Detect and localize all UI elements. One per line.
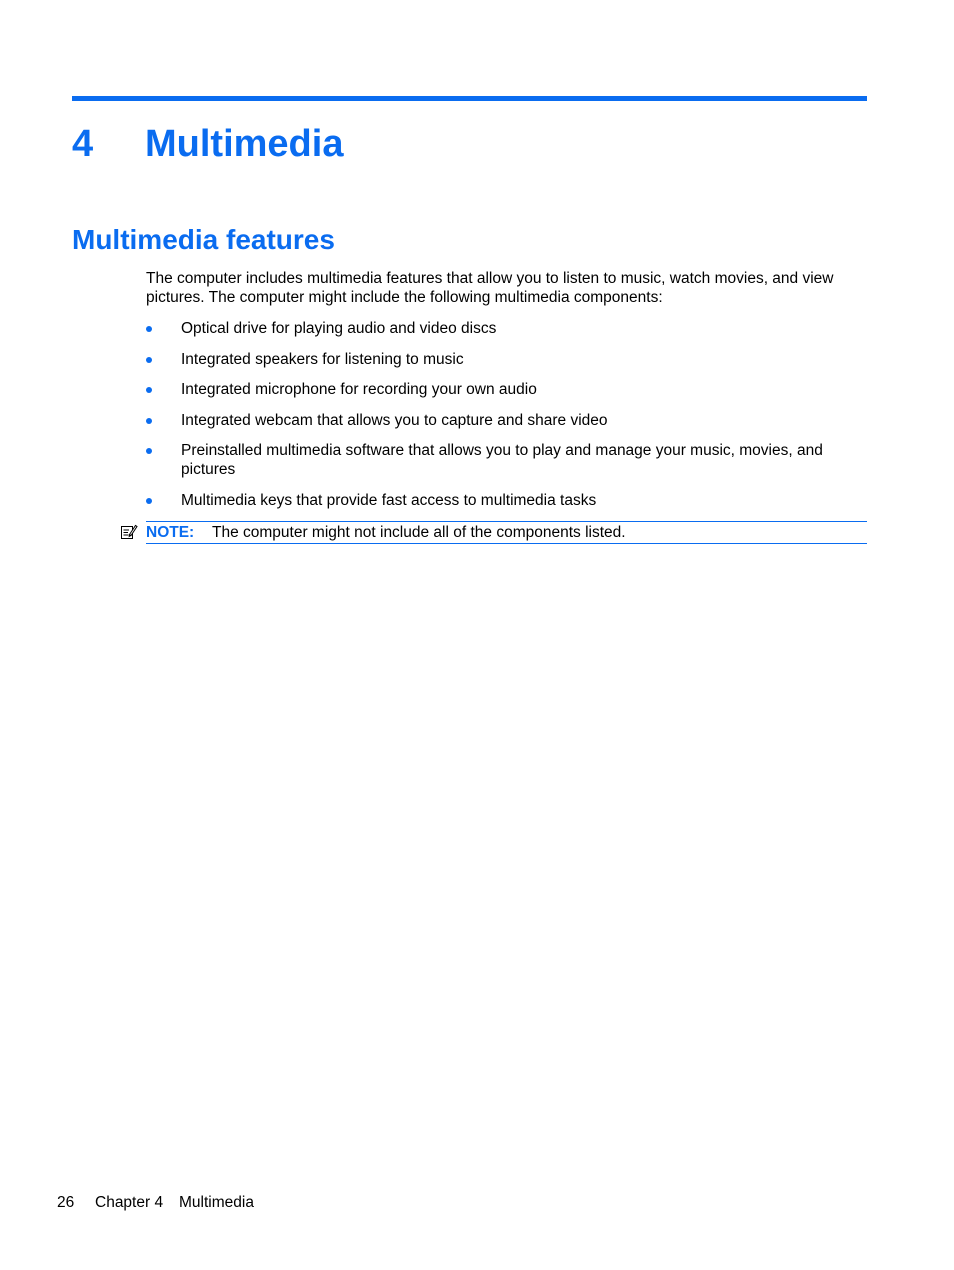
list-item-text: Optical drive for playing audio and video discs xyxy=(181,320,497,337)
list-item-text: Integrated speakers for listening to music xyxy=(181,350,464,368)
bullet-icon xyxy=(146,418,152,424)
footer-chapter-title: Multimedia xyxy=(179,1194,254,1211)
bullet-icon xyxy=(146,498,152,504)
section-title: Multimedia features xyxy=(72,224,335,255)
bullet-icon xyxy=(146,326,152,332)
note-text: The computer might not include all of the components listed. xyxy=(212,524,626,541)
list-item-text: Integrated webcam that allows you to capture and share video xyxy=(181,411,608,429)
bullet-icon xyxy=(146,448,152,454)
chapter-title: Multimedia xyxy=(145,123,344,165)
chapter-number: 4 xyxy=(72,123,94,165)
bullet-icon xyxy=(146,387,152,393)
footer-chapter-label: Chapter 4 xyxy=(95,1194,164,1211)
list-item xyxy=(146,319,868,338)
page-number: 26 xyxy=(57,1194,75,1211)
chapter-rule xyxy=(72,96,867,101)
bullet-icon xyxy=(146,357,152,363)
chapter-heading xyxy=(72,121,343,167)
page-footer xyxy=(57,1193,254,1212)
list-item xyxy=(146,350,868,369)
note-box xyxy=(146,521,867,544)
note-label: NOTE: xyxy=(146,524,195,541)
list-item-text: Integrated microphone for recording your own audio xyxy=(181,381,537,398)
list-item xyxy=(146,411,868,430)
list-item xyxy=(146,380,868,399)
list-item xyxy=(146,491,868,510)
list-item-text: Multimedia keys that provide fast access to multimedia tasks xyxy=(181,491,597,509)
note-pencil-icon xyxy=(120,523,138,541)
list-item-text: Preinstalled multimedia software that allows you to play and manage your music, movies, and pictures xyxy=(181,442,823,478)
list-item xyxy=(146,441,868,479)
component-list xyxy=(146,319,868,521)
intro-paragraph: The computer includes multimedia features that allow you to listen to music, watch movies, and view pictures. The computer might include the following multimedia components: xyxy=(146,270,834,306)
